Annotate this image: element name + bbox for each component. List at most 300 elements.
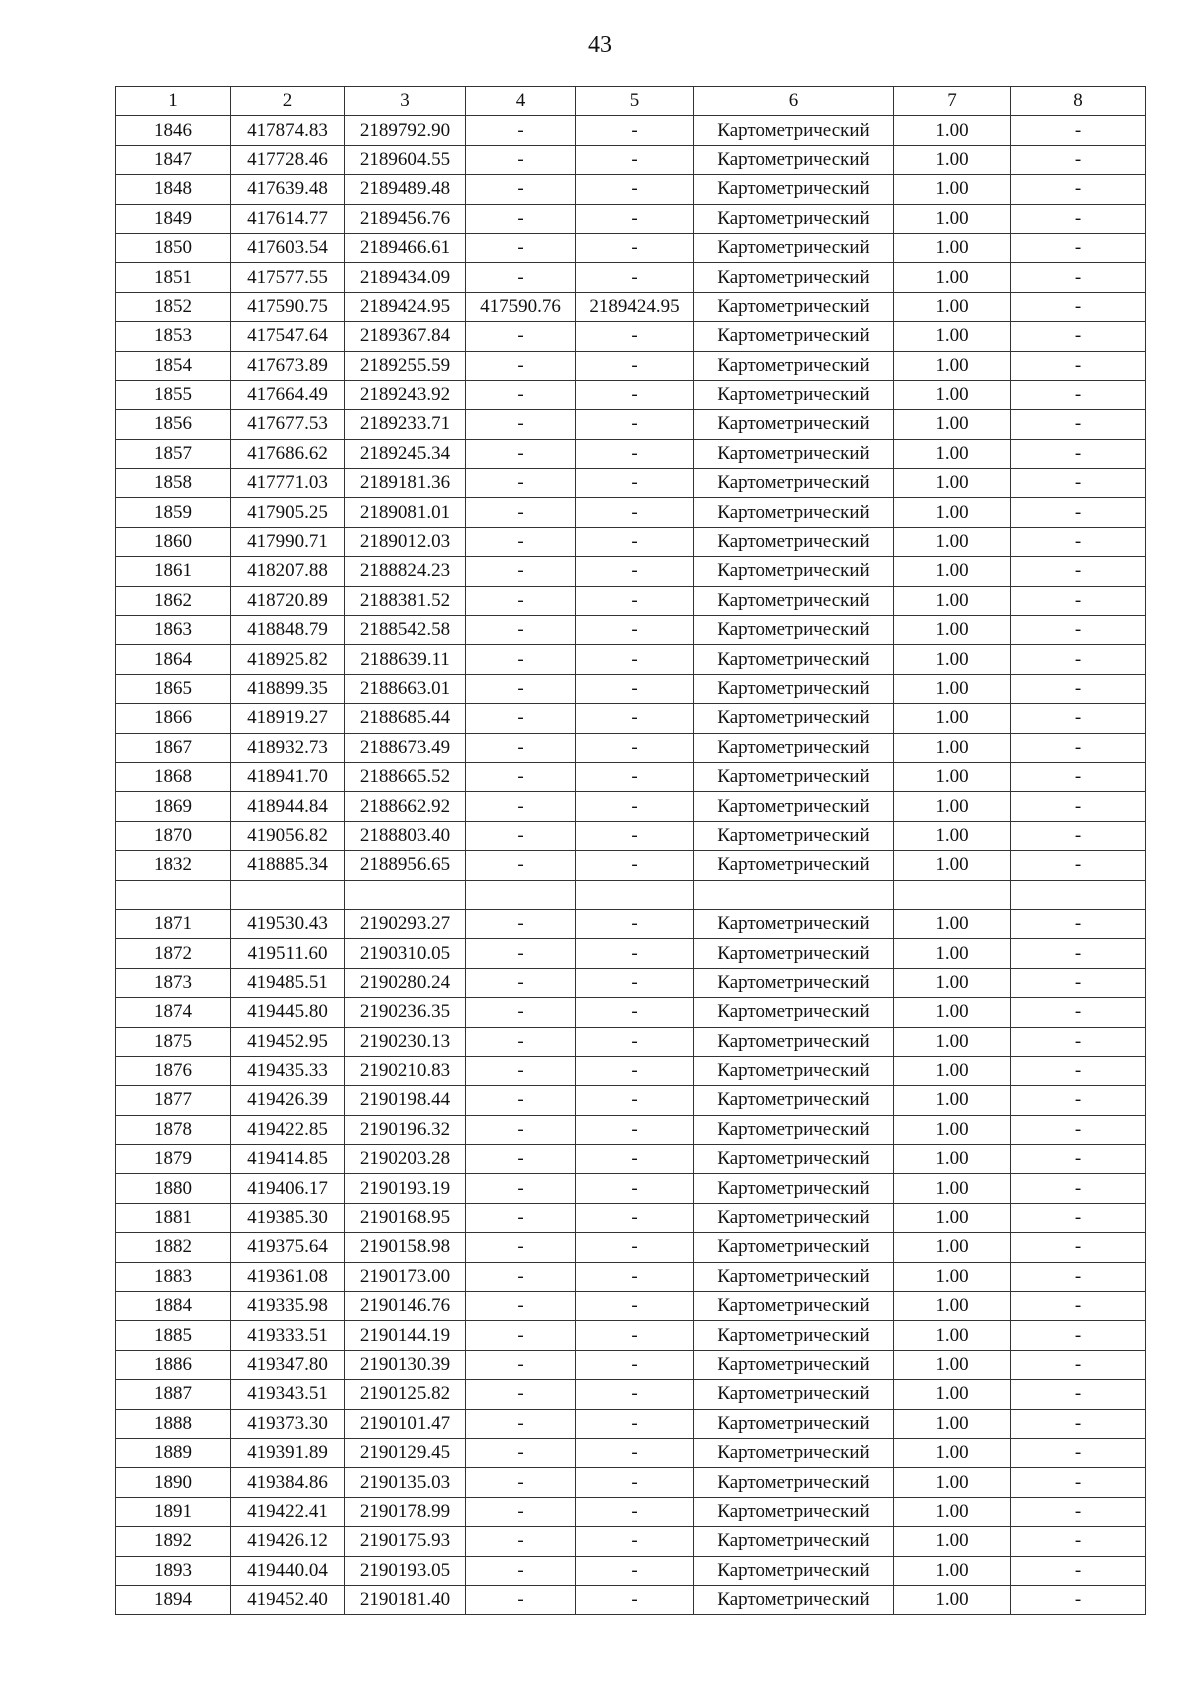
table-cell-col-2: 417547.64: [231, 322, 345, 351]
table-cell-col-5: -: [576, 557, 694, 586]
table-cell-col-3: 2189367.84: [345, 322, 466, 351]
table-cell-col-4: -: [466, 1056, 576, 1085]
table-row: [116, 1233, 1146, 1262]
table-cell-col-4: -: [466, 145, 576, 174]
table-cell-col-7: 1.00: [894, 322, 1011, 351]
table-cell-col-8: -: [1011, 233, 1146, 262]
table-cell-col-8: -: [1011, 1438, 1146, 1467]
table-cell-col-7: 1.00: [894, 351, 1011, 380]
table-cell-col-4: -: [466, 645, 576, 674]
header-cell: 1: [116, 87, 231, 116]
table-cell-col-7: 1.00: [894, 1115, 1011, 1144]
table-row: [116, 380, 1146, 409]
table-cell-col-6: Картометрический: [694, 233, 894, 262]
table-cell-col-3: [345, 880, 466, 909]
table-cell-col-3: 2189466.61: [345, 233, 466, 262]
table-cell-col-1: 1891: [116, 1497, 231, 1526]
table-cell-col-8: -: [1011, 674, 1146, 703]
table-cell-col-8: -: [1011, 263, 1146, 292]
table-cell-col-4: -: [466, 1233, 576, 1262]
table-row-blank: [116, 880, 1146, 909]
table-row: [116, 851, 1146, 880]
table-row: [116, 1262, 1146, 1291]
table-row: [116, 439, 1146, 468]
table-cell-col-1: 1853: [116, 322, 231, 351]
table-cell-col-2: 419343.51: [231, 1380, 345, 1409]
table-cell-col-1: 1863: [116, 616, 231, 645]
table-cell-col-1: 1875: [116, 1027, 231, 1056]
table-cell-col-6: Картометрический: [694, 586, 894, 615]
table-cell-col-3: 2188639.11: [345, 645, 466, 674]
table-cell-col-8: -: [1011, 1585, 1146, 1614]
table-row: [116, 233, 1146, 262]
table-cell-col-2: 417577.55: [231, 263, 345, 292]
table-cell-col-6: Картометрический: [694, 1203, 894, 1232]
table-cell-col-8: -: [1011, 322, 1146, 351]
table-cell-col-8: -: [1011, 733, 1146, 762]
table-cell-col-1: 1871: [116, 909, 231, 938]
table-cell-col-2: 418899.35: [231, 674, 345, 703]
table-cell-col-6: Картометрический: [694, 469, 894, 498]
table-cell-col-4: -: [466, 1585, 576, 1614]
table-cell-col-3: 2188803.40: [345, 821, 466, 850]
table-cell-col-8: -: [1011, 1380, 1146, 1409]
table-cell-col-7: 1.00: [894, 175, 1011, 204]
table-cell-col-7: 1.00: [894, 1145, 1011, 1174]
table-cell-col-2: 419426.39: [231, 1086, 345, 1115]
table-cell-col-2: 419361.08: [231, 1262, 345, 1291]
table-row: [116, 175, 1146, 204]
table-row: [116, 145, 1146, 174]
table-row: [116, 586, 1146, 615]
table-cell-col-3: 2190181.40: [345, 1585, 466, 1614]
table-cell-col-1: 1870: [116, 821, 231, 850]
table-cell-col-4: -: [466, 733, 576, 762]
table-body: [116, 116, 1146, 1615]
table-row: [116, 1585, 1146, 1614]
table-cell-col-5: -: [576, 704, 694, 733]
table-cell-col-8: -: [1011, 1233, 1146, 1262]
table-row: [116, 1468, 1146, 1497]
table-cell-col-3: 2190196.32: [345, 1115, 466, 1144]
table-row: [116, 645, 1146, 674]
table-cell-col-1: 1850: [116, 233, 231, 262]
table-cell-col-7: 1.00: [894, 1174, 1011, 1203]
table-cell-col-4: -: [466, 1262, 576, 1291]
table-cell-col-5: -: [576, 1556, 694, 1585]
table-row: [116, 1203, 1146, 1232]
table-cell-col-5: -: [576, 527, 694, 556]
table-cell-col-1: 1877: [116, 1086, 231, 1115]
table-cell-col-8: -: [1011, 498, 1146, 527]
table-row: [116, 469, 1146, 498]
table-cell-col-8: -: [1011, 1350, 1146, 1379]
table-cell-col-5: -: [576, 1292, 694, 1321]
table-cell-col-5: -: [576, 1233, 694, 1262]
table-cell-col-4: -: [466, 1321, 576, 1350]
table-cell-col-3: 2189424.95: [345, 292, 466, 321]
table-cell-col-4: -: [466, 1027, 576, 1056]
table-cell-col-1: 1855: [116, 380, 231, 409]
table-cell-col-5: -: [576, 792, 694, 821]
table-cell-col-6: Картометрический: [694, 1468, 894, 1497]
table-cell-col-4: -: [466, 469, 576, 498]
table-cell-col-5: -: [576, 968, 694, 997]
table-row: [116, 116, 1146, 145]
table-cell-col-8: -: [1011, 557, 1146, 586]
table-cell-col-3: 2190293.27: [345, 909, 466, 938]
table-cell-col-1: [116, 880, 231, 909]
table-cell-col-1: 1865: [116, 674, 231, 703]
table-cell-col-6: Картометрический: [694, 1556, 894, 1585]
table-cell-col-6: Картометрический: [694, 1056, 894, 1085]
table-cell-col-8: -: [1011, 968, 1146, 997]
table-row: [116, 998, 1146, 1027]
table-cell-col-8: -: [1011, 410, 1146, 439]
table-row: [116, 792, 1146, 821]
table-cell-col-7: 1.00: [894, 1409, 1011, 1438]
table-cell-col-8: -: [1011, 909, 1146, 938]
table-row: [116, 1409, 1146, 1438]
table-cell-col-7: 1.00: [894, 616, 1011, 645]
table-row: [116, 1292, 1146, 1321]
header-cell: 5: [576, 87, 694, 116]
table-cell-col-7: 1.00: [894, 1027, 1011, 1056]
table-cell-col-5: -: [576, 821, 694, 850]
table-cell-col-7: 1.00: [894, 1380, 1011, 1409]
table-cell-col-3: 2188663.01: [345, 674, 466, 703]
table-cell-col-8: -: [1011, 116, 1146, 145]
table-cell-col-4: -: [466, 116, 576, 145]
table-cell-col-5: 2189424.95: [576, 292, 694, 321]
table-cell-col-3: 2189456.76: [345, 204, 466, 233]
table-cell-col-1: 1848: [116, 175, 231, 204]
table-cell-col-7: 1.00: [894, 1438, 1011, 1467]
table-cell-col-5: -: [576, 1115, 694, 1144]
table-cell-col-6: Картометрический: [694, 263, 894, 292]
table-cell-col-1: 1882: [116, 1233, 231, 1262]
table-cell-col-1: 1867: [116, 733, 231, 762]
table-cell-col-4: -: [466, 1086, 576, 1115]
header-cell: 7: [894, 87, 1011, 116]
table-cell-col-8: -: [1011, 439, 1146, 468]
table-cell-col-3: 2190203.28: [345, 1145, 466, 1174]
table-row: [116, 821, 1146, 850]
table-cell-col-6: Картометрический: [694, 1027, 894, 1056]
table-cell-col-1: 1886: [116, 1350, 231, 1379]
table-cell-col-5: [576, 880, 694, 909]
table-cell-col-2: 419335.98: [231, 1292, 345, 1321]
table-cell-col-1: 1861: [116, 557, 231, 586]
table-row: [116, 674, 1146, 703]
table-cell-col-3: 2188662.92: [345, 792, 466, 821]
header-cell: 3: [345, 87, 466, 116]
table-cell-col-3: 2190280.24: [345, 968, 466, 997]
table-cell-col-7: 1.00: [894, 292, 1011, 321]
table-cell-col-7: 1.00: [894, 116, 1011, 145]
table-cell-col-1: 1894: [116, 1585, 231, 1614]
table-cell-col-3: 2189081.01: [345, 498, 466, 527]
table-cell-col-5: -: [576, 1145, 694, 1174]
table-cell-col-4: -: [466, 704, 576, 733]
table-cell-col-8: -: [1011, 792, 1146, 821]
table-cell-col-1: 1890: [116, 1468, 231, 1497]
table-cell-col-4: -: [466, 762, 576, 791]
table-cell-col-1: 1884: [116, 1292, 231, 1321]
page-number: 43: [588, 32, 612, 58]
table-cell-col-4: -: [466, 939, 576, 968]
table-cell-col-2: 418941.70: [231, 762, 345, 791]
table-row: [116, 939, 1146, 968]
table-cell-col-5: -: [576, 204, 694, 233]
table-cell-col-3: 2190146.76: [345, 1292, 466, 1321]
table-cell-col-2: 419384.86: [231, 1468, 345, 1497]
table-cell-col-4: 417590.76: [466, 292, 576, 321]
table-cell-col-2: 419333.51: [231, 1321, 345, 1350]
table-cell-col-3: 2190175.93: [345, 1527, 466, 1556]
table-cell-col-2: 419440.04: [231, 1556, 345, 1585]
table-cell-col-2: 418848.79: [231, 616, 345, 645]
table-cell-col-3: 2190168.95: [345, 1203, 466, 1232]
table-cell-col-1: 1860: [116, 527, 231, 556]
table-cell-col-1: 1862: [116, 586, 231, 615]
table-cell-col-7: 1.00: [894, 439, 1011, 468]
table-cell-col-6: Картометрический: [694, 1409, 894, 1438]
table-cell-col-6: Картометрический: [694, 704, 894, 733]
table-row: [116, 616, 1146, 645]
table-cell-col-8: -: [1011, 292, 1146, 321]
table-cell-col-7: 1.00: [894, 1233, 1011, 1262]
table-cell-col-2: 418720.89: [231, 586, 345, 615]
table-cell-col-7: 1.00: [894, 1527, 1011, 1556]
table-cell-col-3: 2189792.90: [345, 116, 466, 145]
table-cell-col-8: -: [1011, 998, 1146, 1027]
table-cell-col-5: -: [576, 380, 694, 409]
table-cell-col-1: 1866: [116, 704, 231, 733]
table-cell-col-7: 1.00: [894, 1350, 1011, 1379]
table-cell-col-4: -: [466, 851, 576, 880]
table-cell-col-7: 1.00: [894, 1262, 1011, 1291]
table-cell-col-2: 419485.51: [231, 968, 345, 997]
table-cell-col-5: -: [576, 1056, 694, 1085]
table-cell-col-3: 2190130.39: [345, 1350, 466, 1379]
table-cell-col-3: 2189243.92: [345, 380, 466, 409]
table-cell-col-4: -: [466, 1145, 576, 1174]
table-cell-col-2: 419406.17: [231, 1174, 345, 1203]
table-cell-col-7: 1.00: [894, 851, 1011, 880]
table-cell-col-3: 2189181.36: [345, 469, 466, 498]
table-cell-col-5: -: [576, 645, 694, 674]
table-cell-col-7: 1.00: [894, 998, 1011, 1027]
table-cell-col-8: -: [1011, 1027, 1146, 1056]
table-cell-col-1: 1864: [116, 645, 231, 674]
table-cell-col-8: -: [1011, 1262, 1146, 1291]
table-cell-col-6: Картометрический: [694, 351, 894, 380]
table-cell-col-1: 1847: [116, 145, 231, 174]
table-cell-col-7: 1.00: [894, 1585, 1011, 1614]
table-cell-col-5: -: [576, 1380, 694, 1409]
table-cell-col-2: 419445.80: [231, 998, 345, 1027]
table-cell-col-6: Картометрический: [694, 616, 894, 645]
table-cell-col-1: 1858: [116, 469, 231, 498]
table-cell-col-5: -: [576, 616, 694, 645]
table-cell-col-8: -: [1011, 175, 1146, 204]
table-cell-col-7: 1.00: [894, 145, 1011, 174]
table-row: [116, 1115, 1146, 1144]
table-cell-col-6: Картометрический: [694, 1115, 894, 1144]
table-cell-col-5: -: [576, 322, 694, 351]
table-cell-col-2: 417639.48: [231, 175, 345, 204]
table-cell-col-6: Картометрический: [694, 821, 894, 850]
table-cell-col-2: 419452.40: [231, 1585, 345, 1614]
table-cell-col-2: 418932.73: [231, 733, 345, 762]
table-cell-col-6: Картометрический: [694, 1497, 894, 1526]
table-cell-col-3: 2189012.03: [345, 527, 466, 556]
table-cell-col-6: Картометрический: [694, 439, 894, 468]
table-cell-col-1: 1889: [116, 1438, 231, 1467]
table-cell-col-3: 2188824.23: [345, 557, 466, 586]
table-cell-col-5: -: [576, 116, 694, 145]
header-cell: 2: [231, 87, 345, 116]
table-cell-col-1: 1876: [116, 1056, 231, 1085]
table-row: [116, 1350, 1146, 1379]
table-cell-col-6: Картометрический: [694, 1380, 894, 1409]
table-cell-col-5: -: [576, 1027, 694, 1056]
table-cell-col-2: 419375.64: [231, 1233, 345, 1262]
table-cell-col-3: 2190125.82: [345, 1380, 466, 1409]
table-cell-col-1: 1872: [116, 939, 231, 968]
table-cell-col-3: 2189604.55: [345, 145, 466, 174]
table-cell-col-7: 1.00: [894, 204, 1011, 233]
table-cell-col-5: -: [576, 1350, 694, 1379]
table-cell-col-5: -: [576, 1585, 694, 1614]
table-cell-col-3: 2188673.49: [345, 733, 466, 762]
table-cell-col-7: 1.00: [894, 233, 1011, 262]
table-cell-col-7: 1.00: [894, 939, 1011, 968]
table-cell-col-4: -: [466, 1115, 576, 1144]
table-cell-col-3: 2190236.35: [345, 998, 466, 1027]
table-cell-col-5: -: [576, 233, 694, 262]
table-cell-col-7: 1.00: [894, 909, 1011, 938]
table-cell-col-6: Картометрический: [694, 733, 894, 762]
table-cell-col-6: Картометрический: [694, 380, 894, 409]
table-cell-col-4: -: [466, 204, 576, 233]
table-cell-col-6: Картометрический: [694, 939, 894, 968]
table-cell-col-4: -: [466, 998, 576, 1027]
table-cell-col-6: Картометрический: [694, 1527, 894, 1556]
table-cell-col-3: 2190310.05: [345, 939, 466, 968]
table-cell-col-4: -: [466, 909, 576, 938]
table-cell-col-4: -: [466, 527, 576, 556]
table-cell-col-5: -: [576, 1527, 694, 1556]
table-cell-col-1: 1881: [116, 1203, 231, 1232]
table-cell-col-2: 417728.46: [231, 145, 345, 174]
table-cell-col-8: -: [1011, 851, 1146, 880]
table-cell-col-5: -: [576, 351, 694, 380]
table-cell-col-4: -: [466, 792, 576, 821]
table-cell-col-6: Картометрический: [694, 498, 894, 527]
table-cell-col-4: -: [466, 1527, 576, 1556]
table-row: [116, 1027, 1146, 1056]
table-cell-col-4: -: [466, 498, 576, 527]
table-row: [116, 1556, 1146, 1585]
table-row: [116, 1438, 1146, 1467]
table-cell-col-8: -: [1011, 1321, 1146, 1350]
table-cell-col-8: -: [1011, 1056, 1146, 1085]
table-cell-col-1: 1851: [116, 263, 231, 292]
table-cell-col-5: -: [576, 469, 694, 498]
table-cell-col-4: -: [466, 322, 576, 351]
table-cell-col-3: 2190135.03: [345, 1468, 466, 1497]
table-cell-col-7: 1.00: [894, 469, 1011, 498]
table-cell-col-1: 1893: [116, 1556, 231, 1585]
table-cell-col-4: -: [466, 1292, 576, 1321]
table-cell-col-6: Картометрический: [694, 410, 894, 439]
table-cell-col-8: -: [1011, 586, 1146, 615]
table-cell-col-8: -: [1011, 145, 1146, 174]
table-cell-col-7: 1.00: [894, 263, 1011, 292]
table-cell-col-7: 1.00: [894, 792, 1011, 821]
table-cell-col-5: -: [576, 1497, 694, 1526]
table-cell-col-3: 2190101.47: [345, 1409, 466, 1438]
table-cell-col-2: 417874.83: [231, 116, 345, 145]
table-cell-col-7: 1.00: [894, 968, 1011, 997]
table-cell-col-3: 2190173.00: [345, 1262, 466, 1291]
table-cell-col-8: -: [1011, 380, 1146, 409]
table-cell-col-8: -: [1011, 1409, 1146, 1438]
table-cell-col-6: Картометрический: [694, 322, 894, 351]
table-cell-col-4: -: [466, 1350, 576, 1379]
table-cell-col-2: 417664.49: [231, 380, 345, 409]
table-cell-col-4: -: [466, 1468, 576, 1497]
table-cell-col-4: -: [466, 674, 576, 703]
table-cell-col-1: 1878: [116, 1115, 231, 1144]
table-cell-col-1: 1852: [116, 292, 231, 321]
table-cell-col-8: -: [1011, 1527, 1146, 1556]
table-cell-col-7: 1.00: [894, 1468, 1011, 1497]
table-cell-col-7: 1.00: [894, 1056, 1011, 1085]
table-cell-col-1: 1849: [116, 204, 231, 233]
table-cell-col-6: Картометрический: [694, 674, 894, 703]
table-cell-col-1: 1854: [116, 351, 231, 380]
table-cell-col-4: [466, 880, 576, 909]
table-cell-col-7: [894, 880, 1011, 909]
table-cell-col-5: -: [576, 1086, 694, 1115]
table-cell-col-7: 1.00: [894, 645, 1011, 674]
header-cell: 4: [466, 87, 576, 116]
table-row: [116, 1380, 1146, 1409]
table-cell-col-5: -: [576, 733, 694, 762]
table-cell-col-1: 1859: [116, 498, 231, 527]
table-cell-col-4: -: [466, 410, 576, 439]
table-cell-col-4: -: [466, 263, 576, 292]
table-cell-col-8: -: [1011, 821, 1146, 850]
table-cell-col-7: 1.00: [894, 1292, 1011, 1321]
table-cell-col-3: 2188685.44: [345, 704, 466, 733]
table-cell-col-7: 1.00: [894, 1556, 1011, 1585]
table-cell-col-4: -: [466, 1556, 576, 1585]
table-cell-col-3: 2190230.13: [345, 1027, 466, 1056]
table-row: [116, 263, 1146, 292]
table-cell-col-5: -: [576, 762, 694, 791]
table-cell-col-5: -: [576, 410, 694, 439]
table-cell-col-2: 417686.62: [231, 439, 345, 468]
table-cell-col-6: Картометрический: [694, 116, 894, 145]
table-row: [116, 1056, 1146, 1085]
table-cell-col-3: 2188665.52: [345, 762, 466, 791]
coordinates-table: [115, 86, 1146, 1615]
table-cell-col-5: -: [576, 175, 694, 204]
